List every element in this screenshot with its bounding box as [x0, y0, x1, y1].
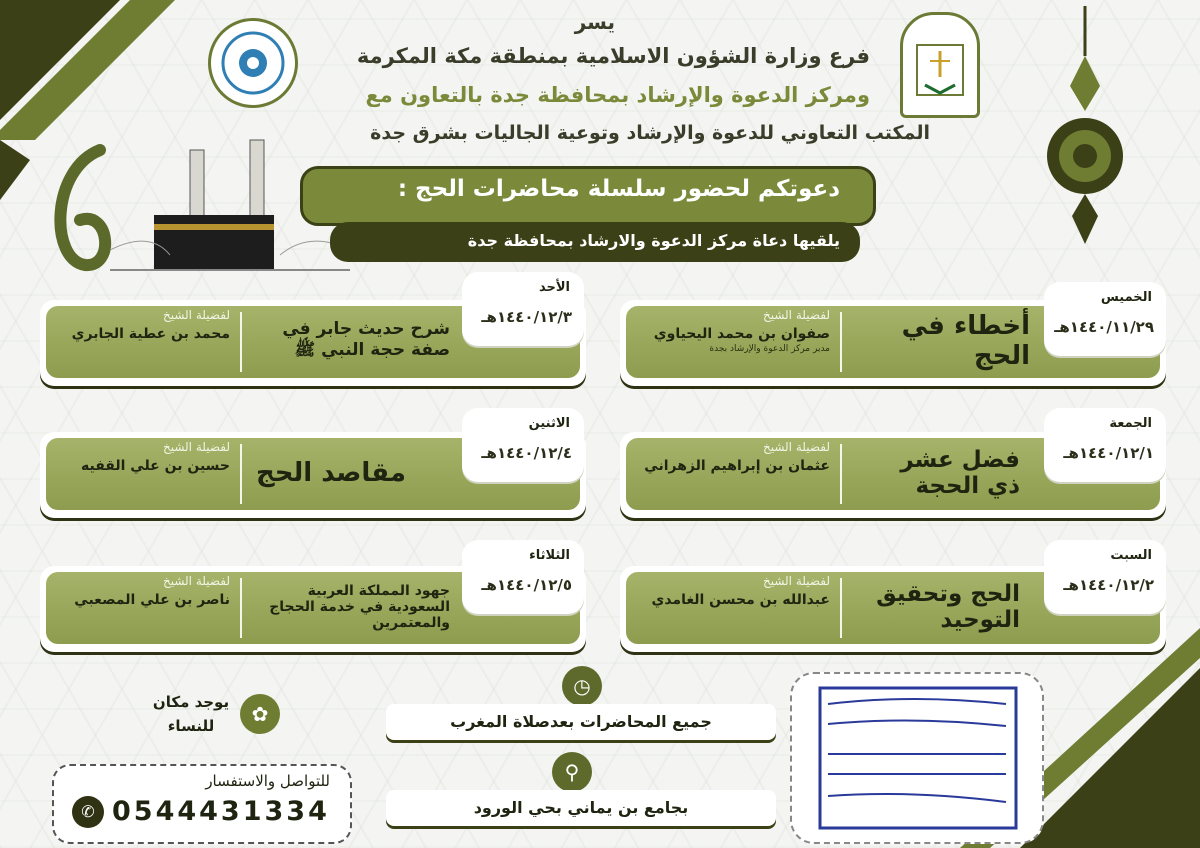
sheikh-name: عبدالله بن محسن الغامدي: [651, 592, 830, 608]
lecture-date-tag: [462, 540, 584, 614]
lecture-day: الخميس: [1100, 290, 1152, 305]
lecture-day: الاثنين: [528, 416, 570, 431]
sheikh-label: لفضيلة الشيخ: [762, 440, 830, 454]
lecture-date-tag: [462, 408, 584, 482]
time-pill: جميع المحاضرات بعدصلاة المغرب: [386, 704, 776, 740]
hajj-calligraphy: [40, 140, 120, 280]
lecture-title: مقاصد الحج: [256, 458, 406, 488]
header-line4: المكتب التعاوني للدعوة والإرشاد وتوعية الجاليات بشرق جدة: [370, 122, 930, 144]
lecture-date: ١٤٤٠/١٢/٢هـ: [1063, 576, 1154, 594]
sheikh-name: حسين بن علي القفيه: [81, 458, 230, 474]
sheikh-label: لفضيلة الشيخ: [162, 308, 230, 322]
lecture-day: الجمعة: [1109, 416, 1152, 431]
lecture-date: ١٤٤٠/١٢/٤هـ: [481, 444, 572, 462]
whatsapp-icon: ✆: [72, 796, 104, 828]
lecture-date-tag: [1044, 408, 1166, 482]
sheikh-name: محمد بن عطية الجابري: [71, 326, 230, 342]
lecture-date-tag: [1044, 540, 1166, 614]
header-line1: يسر: [574, 10, 615, 34]
sheikh-label: لفضيلة الشيخ: [162, 440, 230, 454]
sheikh-name: صفوان بن محمد اليحياوي: [653, 326, 830, 342]
lecture-title: جهود المملكة العربية السعودية في خدمة الحجاج والمعتمرين: [269, 583, 450, 631]
lecture-day: السبت: [1110, 548, 1152, 563]
invite-title: دعوتكم لحضور سلسلة محاضرات الحج :: [397, 176, 840, 202]
contact-label: للتواصل والاستفسار: [205, 772, 330, 790]
ministry-emblem-right: [900, 12, 980, 118]
clock-icon: ◷: [562, 666, 602, 706]
lecture-title: فضل عشر ذي الحجة: [900, 447, 1020, 499]
lecture-title: شرح حديث جابر في صفة حجة النبي ﷺ: [282, 318, 450, 360]
location-pin-icon: ⚲: [552, 752, 592, 792]
lecture-title: أخطاء في الحج: [901, 311, 1030, 371]
lecture-date: ١٤٤٠/١٢/٥هـ: [481, 576, 572, 594]
header-line2: فرع وزارة الشؤون الاسلامية بمنطقة مكة المكرمة: [356, 44, 870, 68]
location-pill: بجامع بن يماني بحي الورود: [386, 790, 776, 826]
header-line3: ومركز الدعوة والإرشاد بمحافظة جدة بالتعاون مع: [365, 83, 870, 107]
lecture-date: ١٤٤٠/١٢/١هـ: [1063, 444, 1154, 462]
sheikh-role: مدير مركز الدعوة والإرشاد بجدة: [709, 344, 830, 354]
lecture-date: ١٤٤٠/١٢/٣هـ: [481, 308, 572, 326]
lecture-date: ١٤٤٠/١١/٢٩هـ: [1054, 318, 1154, 336]
lecture-date-tag: [462, 272, 584, 346]
top-left-ribbon: [0, 0, 200, 140]
sheikh-label: لفضيلة الشيخ: [762, 574, 830, 588]
sheikh-name: عثمان بن إبراهيم الزهراني: [644, 458, 830, 474]
left-edge-ribbon: [0, 140, 40, 260]
lantern-ornament: [1040, 6, 1130, 246]
lecture-title: الحج وتحقيق التوحيد: [876, 581, 1020, 633]
lecture-date-tag: [1044, 282, 1166, 356]
sheikh-label: لفضيلة الشيخ: [162, 574, 230, 588]
invite-subtitle: يلقيها دعاة مركز الدعوة والارشاد بمحافظة جدة: [467, 231, 840, 250]
lecture-day: الأحد: [538, 280, 570, 295]
lecture-day: الثلاثاء: [529, 548, 570, 563]
phone-number[interactable]: 0544431334: [112, 796, 330, 827]
official-stamp: [790, 672, 1044, 844]
sheikh-name: ناصر بن علي المصعبي: [74, 592, 230, 608]
women-area-text: يوجد مكان للنساء: [152, 693, 230, 735]
women-area-icon: ✿: [240, 694, 280, 734]
ministry-emblem-left: [208, 18, 298, 108]
sheikh-label: لفضيلة الشيخ: [762, 308, 830, 322]
